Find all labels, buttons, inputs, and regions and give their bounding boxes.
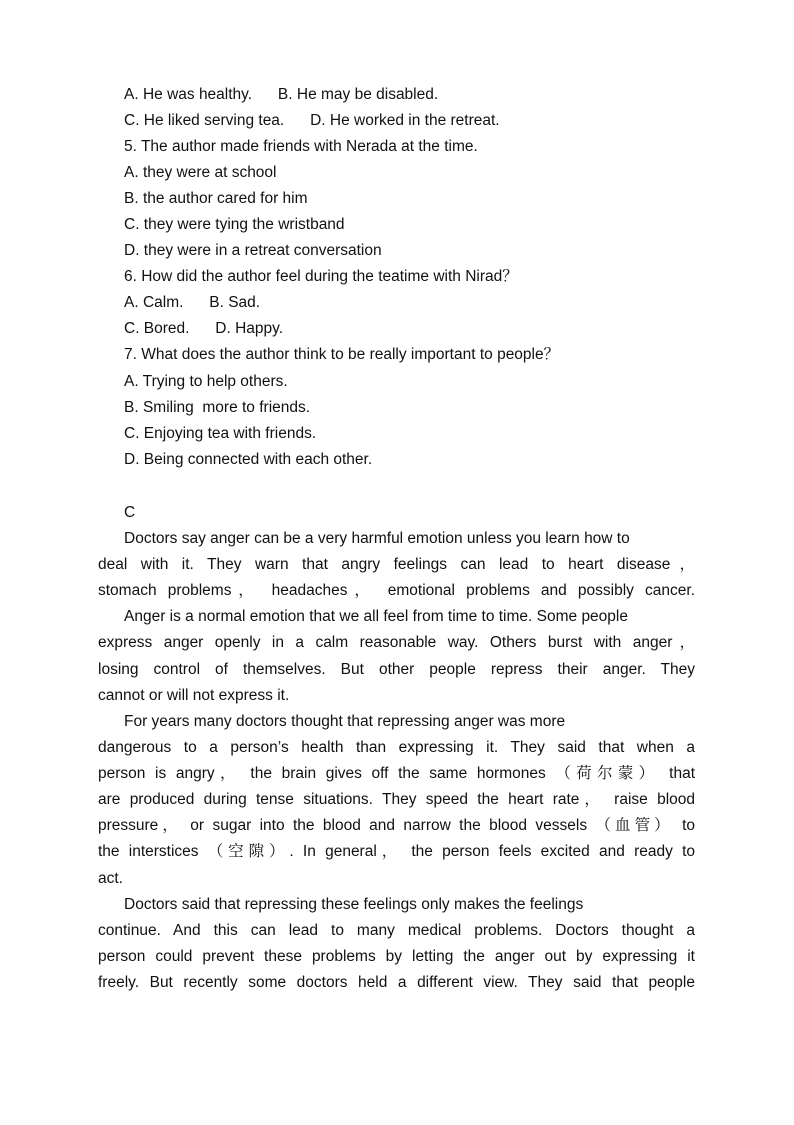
p2-line-4: cannot or will not express it. [98, 687, 290, 704]
q5-option-c: C. they were tying the wristband [124, 216, 345, 233]
q7-stem: 7. What does the author think to be really important to people？ [124, 346, 560, 363]
p4-line-3: person could prevent these problems by letting the anger out by expressing it [98, 948, 695, 965]
q7-option-d: D. Being connected with each other. [124, 451, 373, 468]
p1-line-1: Doctors say anger can be a very harmful emotion unless you learn how to [124, 530, 630, 547]
p3-line-6: the interstices （空隙）. In general， the person feels excited and ready to [98, 843, 695, 860]
q5-option-d: D. they were in a retreat conversation [124, 242, 382, 259]
p1-line-2: deal with it. They warn that angry feelings can lead to heart disease， [98, 556, 695, 573]
p3-line-3: person is angry， the brain gives off the same hormones （荷尔蒙） that [98, 765, 695, 782]
q6-options-row-2: C. Bored. D. Happy. [124, 320, 284, 337]
q6-stem: 6. How did the author feel during the teatime with Nirad？ [124, 268, 518, 285]
p4-line-1: Doctors said that repressing these feelings only makes the feelings [124, 896, 584, 913]
p2-line-1: Anger is a normal emotion that we all feel from time to time. Some people [124, 608, 628, 625]
p4-line-2: continue. And this can lead to many medical problems. Doctors thought a [98, 922, 695, 939]
q7-option-b: B. Smiling more to friends. [124, 399, 311, 416]
p4-line-4: freely. But recently some doctors held a different view. They said that people [98, 974, 695, 991]
p3-line-5: pressure， or sugar into the blood and narrow the blood vessels （血管） to [98, 817, 695, 834]
q5-option-b: B. the author cared for him [124, 190, 308, 207]
p3-line-4: are produced during tense situations. They speed the heart rate， raise blood [98, 791, 695, 808]
p3-line-2: dangerous to a person’s health than expressing it. They said that when a [98, 739, 695, 756]
passage-c-heading: C [124, 504, 136, 521]
q5-option-a: A. they were at school [124, 164, 277, 181]
p3-line-7: act. [98, 870, 123, 887]
p3-line-1: For years many doctors thought that repressing anger was more [124, 713, 566, 730]
p1-line-3: stomach problems， headaches， emotional problems and possibly cancer. [98, 582, 695, 599]
p2-line-3: losing control of themselves. But other people repress their anger. They [98, 661, 695, 678]
q7-option-c: C. Enjoying tea with friends. [124, 425, 317, 442]
p2-line-2: express anger openly in a calm reasonable way. Others burst with anger， [98, 634, 695, 651]
q4-options-row-2: C. He liked serving tea. D. He worked in the retreat. [124, 112, 500, 129]
q6-options-row-1: A. Calm. B. Sad. [124, 294, 261, 311]
q4-options-row-1: A. He was healthy. B. He may be disabled. [124, 86, 439, 103]
q7-option-a: A. Trying to help others. [124, 373, 288, 390]
q5-stem: 5. The author made friends with Nerada at the time. [124, 138, 478, 155]
